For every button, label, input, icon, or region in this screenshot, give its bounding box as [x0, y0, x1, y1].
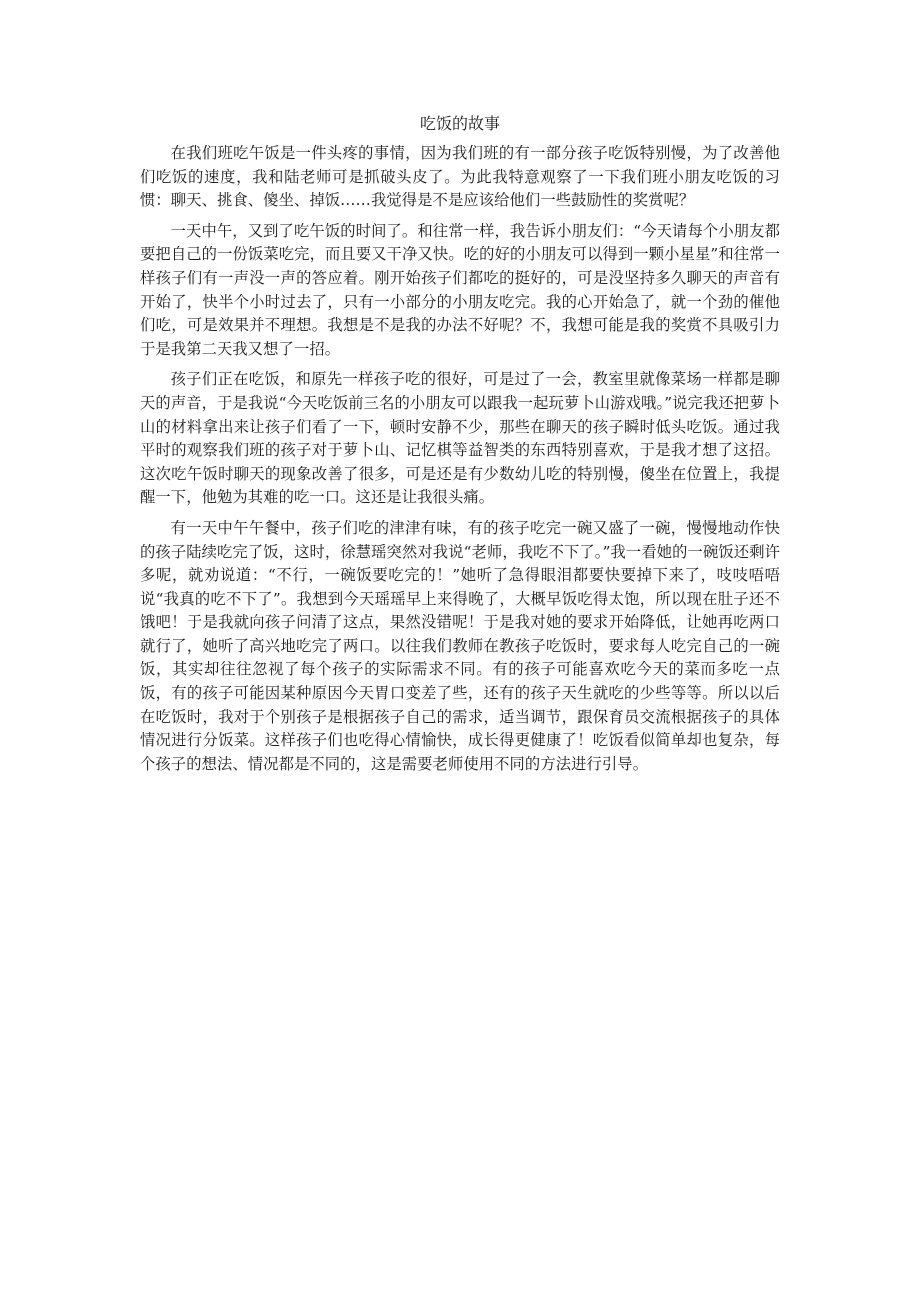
paragraph-4: 有一天中午午餐中，孩子们吃的津津有味，有的孩子吃完一碗又盛了一碗，慢慢地动作快的孩子陆续吃完了饭，这时，徐慧瑶突然对我说“老师，我吃不下了。”我一看她的一碗饭还剩许多呢，就劝说道：“不行，一碗饭要吃完的！”她听了急得眼泪都要快要掉下来了，吱吱唔唔说“我真的吃不下了”。我想到今天瑶瑶早上来得晚了，大概早饭吃得太饱，所以现在肚子还不饿吧！于是我就向孩子问清了这点，果然没错呢！于是我对她的要求开始降低，让她再吃两口就行了，她听了高兴地吃完了两口。以往我们教师在教孩子吃饭时，要求每人吃完自己的一碗饭，其实却往往忽视了每个孩子的实际需求不同。有的孩子可能喜欢吃今天的菜而多吃一点饭，有的孩子可能因某种原因今天胃口变差了些，还有的孩子天生就吃的少些等等。所以以后在吃饭时，我对于个别孩子是根据孩子自己的需求，适当调节，跟保育员交流根据孩子的具体情况进行分饭菜。这样孩子们也吃得心情愉快，成长得更健康了！吃饭看似简单却也复杂，每个孩子的想法、情况都是不同的，这是需要老师使用不同的方法进行引导。 — [140, 518, 780, 773]
document-body — [140, 112, 780, 783]
paragraph-2: 一天中午，又到了吃午饭的时间了。和往常一样，我告诉小朋友们：“今天请每个小朋友都要把自己的一份饭菜吃完，而且要又干净又快。吃的好的小朋友可以得到一颗小星星”和往常一样孩子们有一声没一声的答应着。刚开始孩子们都吃的挺好的，可是没坚持多久聊天的声音有开始了，快半个小时过去了，只有一小部分的小朋友吃完。我的心开始急了，就一个劲的催他们吃，可是效果并不理想。我想是不是我的办法不好呢？不，我想可能是我的奖赏不具吸引力于是我第二天我又想了一招。 — [140, 221, 780, 358]
paragraph-3: 孩子们正在吃饭，和原先一样孩子吃的很好，可是过了一会，教室里就像菜场一样都是聊天的声音，于是我说“今天吃饭前三名的小朋友可以跟我一起玩萝卜山游戏哦。”说完我还把萝卜山的材料拿出来让孩子们看了一下，顿时安静不少，那些在聊天的孩子瞬时低头吃饭。通过我平时的观察我们班的孩子对于萝卜山、记忆棋等益智类的东西特别喜欢，于是我才想了这招。这次吃午饭时聊天的现象改善了很多，可是还是有少数幼儿吃的特别慢，傻坐在位置上，我提醒一下，他勉为其难的吃一口。这还是让我很头痛。 — [140, 370, 780, 507]
document-title: 吃饭的故事 — [419, 114, 500, 133]
paragraph-1: 在我们班吃午饭是一件头疼的事情，因为我们班的有一部分孩子吃饭特别慢，为了改善他们吃饭的速度，我和陆老师可是抓破头皮了。为此我特意观察了一下我们班小朋友吃饭的习惯：聊天、挑食、傻坐、掉饭……我觉得是不是应该给他们一些鼓励性的奖赏呢？ — [140, 144, 780, 210]
